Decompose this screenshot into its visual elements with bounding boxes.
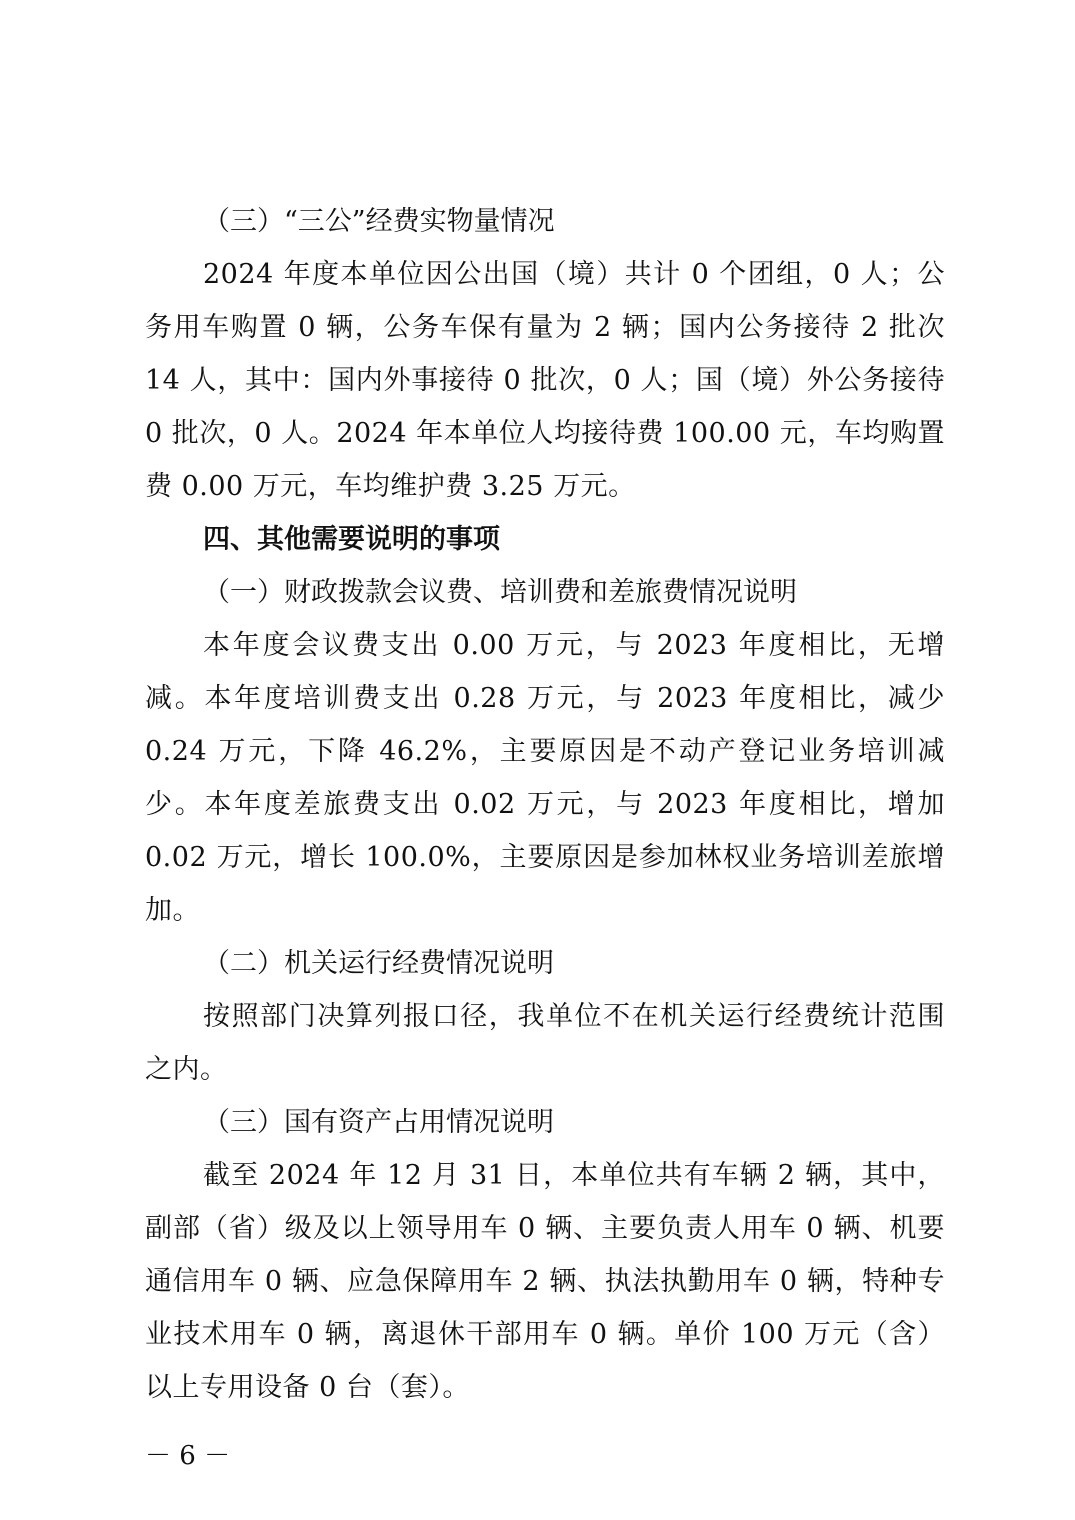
paragraph-operating-expenses: 按照部门决算列报口径，我单位不在机关运行经费统计范围之内。 [145, 1001, 945, 1085]
section-heading-operating-expenses: （二）机关运行经费情况说明 [203, 948, 554, 979]
page-number: － 6 － [145, 1441, 231, 1471]
paragraph-meeting-training-travel: 本年度会议费支出 0.00 万元，与 2023 年度相比，无增减。本年度培训费支出 0.28 万元，与 2023 年度相比，减少 0.24 万元，下降 46.2%，主要原因是不动产登记业务培训减少。本年度差旅费支出 0.02 万元，与 2023 年度相比，增加 0.02 万元，增长 100.0%，主要原因是参加林权业务培训差旅增加。 [145, 630, 945, 926]
section-heading-sangong-quantity: （三）“三公”经费实物量情况 [203, 206, 555, 237]
page-content [145, 195, 945, 1414]
part-heading-other-matters: 四、其他需要说明的事项 [203, 524, 500, 555]
section-heading-meeting-training-travel: （一）财政拨款会议费、培训费和差旅费情况说明 [203, 577, 797, 608]
paragraph-sangong-quantity: 2024 年度本单位因公出国（境）共计 0 个团组，0 人；公务用车购置 0 辆，公务车保有量为 2 辆；国内公务接待 2 批次 14 人，其中：国内外事接待 0 批次，0 人；国（境）外公务接待 0 批次，0 人。2024 年本单位人均接待费 100.00 元，车均购置费 0.00 万元，车均维护费 3.25 万元。 [145, 259, 945, 502]
paragraph-state-assets: 截至 2024 年 12 月 31 日，本单位共有车辆 2 辆，其中，副部（省）级及以上领导用车 0 辆、主要负责人用车 0 辆、机要通信用车 0 辆、应急保障用车 2 辆、执法执勤用车 0 辆，特种专业技术用车 0 辆，离退休干部用车 0 辆。单价 100 万元（含）以上专用设备 0 台（套）。 [145, 1160, 945, 1403]
section-heading-state-assets: （三）国有资产占用情况说明 [203, 1107, 554, 1138]
